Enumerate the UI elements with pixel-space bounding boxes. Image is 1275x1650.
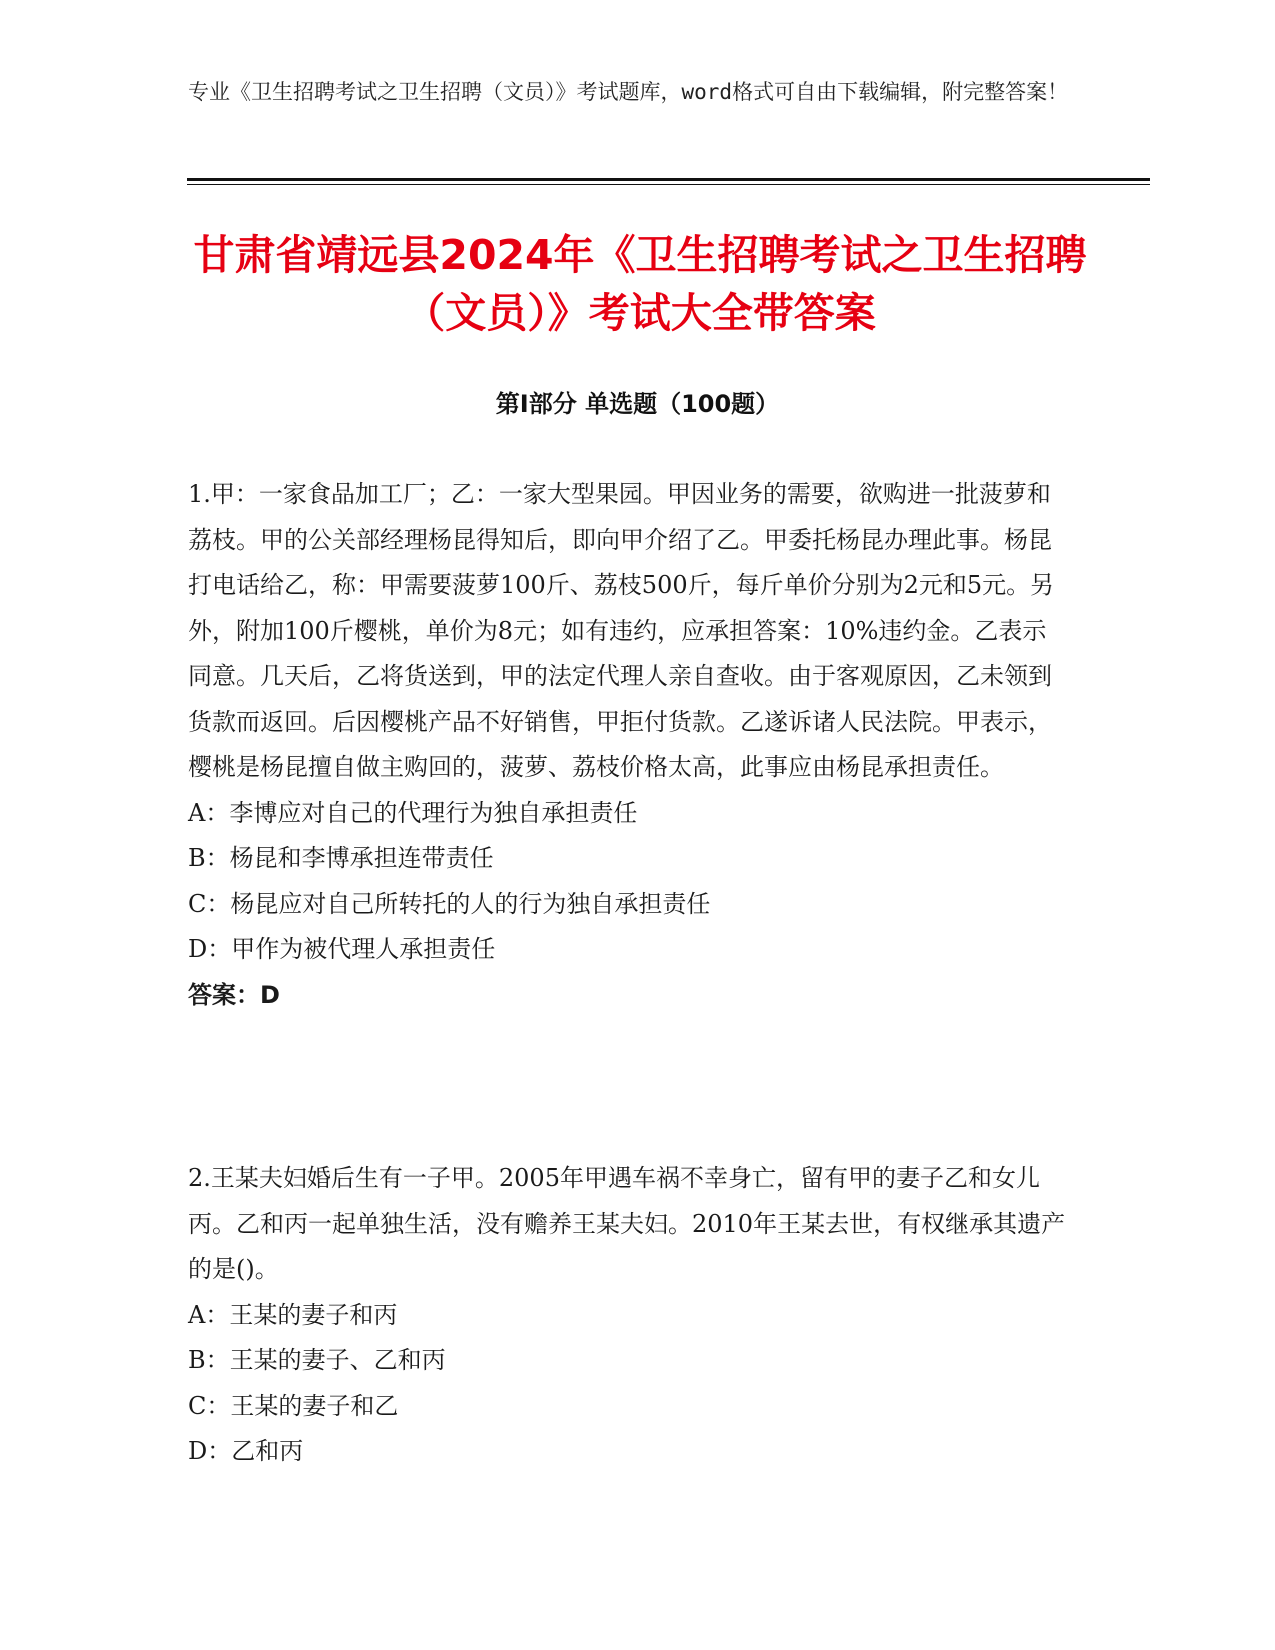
document-title: 甘肃省靖远县2024年《卫生招聘考试之卫生招聘（文员）》考试大全带答案 <box>193 231 1087 337</box>
header-note: 专业《卫生招聘考试之卫生招聘（文员）》考试题库，word格式可自由下载编辑，附完整答案！ <box>188 80 1069 104</box>
question-2 <box>188 1156 1068 1475</box>
option-b: B：王某的妻子、乙和丙 <box>188 1346 446 1374</box>
answer-label: 答案：D <box>188 980 280 1009</box>
question-stem: 2.王某夫妇婚后生有一子甲。2005年甲遇车祸不幸身亡，留有甲的妻子乙和女儿丙。乙和丙一起单独生活，没有赡养王某夫妇。2010年王某去世，有权继承其遗产的是()。 <box>188 1164 1066 1283</box>
option-d: D：乙和丙 <box>188 1437 304 1465</box>
option-a: A：李博应对自己的代理行为独自承担责任 <box>188 798 638 827</box>
option-c: C：杨昆应对自己所转托的人的行为独自承担责任 <box>188 889 711 918</box>
header-divider-thick <box>187 178 1150 181</box>
question-stem: 1.甲：一家食品加工厂；乙：一家大型果园。甲因业务的需要，欲购进一批菠萝和荔枝。甲的公关部经理杨昆得知后，即向甲介绍了乙。甲委托杨昆办理此事。杨昆打电话给乙，称：甲需要菠萝100斤、荔枝500斤，每斤单价分别为2元和5元。另外，附加100斤樱桃，单价为8元；如有违约，应承担答案：10%违约金。乙表示同意。几天后，乙将货送到，甲的法定代理人亲自查收。由于客观原因，乙未领到货款而返回。后因樱桃产品不好销售，甲拒付货款。乙遂诉诸人民法院。甲表示，樱桃是杨昆擅自做主购回的，菠萝、荔枝价格太高，此事应由杨昆承担责任。 <box>188 480 1055 781</box>
question-1 <box>188 472 1068 1018</box>
option-c: C：王某的妻子和乙 <box>188 1391 399 1420</box>
option-d: D：甲作为被代理人承担责任 <box>188 935 496 963</box>
option-b: B：杨昆和李博承担连带责任 <box>188 844 494 872</box>
option-a: A：王某的妻子和丙 <box>188 1300 398 1329</box>
header-divider-thin <box>187 184 1150 185</box>
section-heading: 第I部分 单选题（100题） <box>495 390 780 418</box>
